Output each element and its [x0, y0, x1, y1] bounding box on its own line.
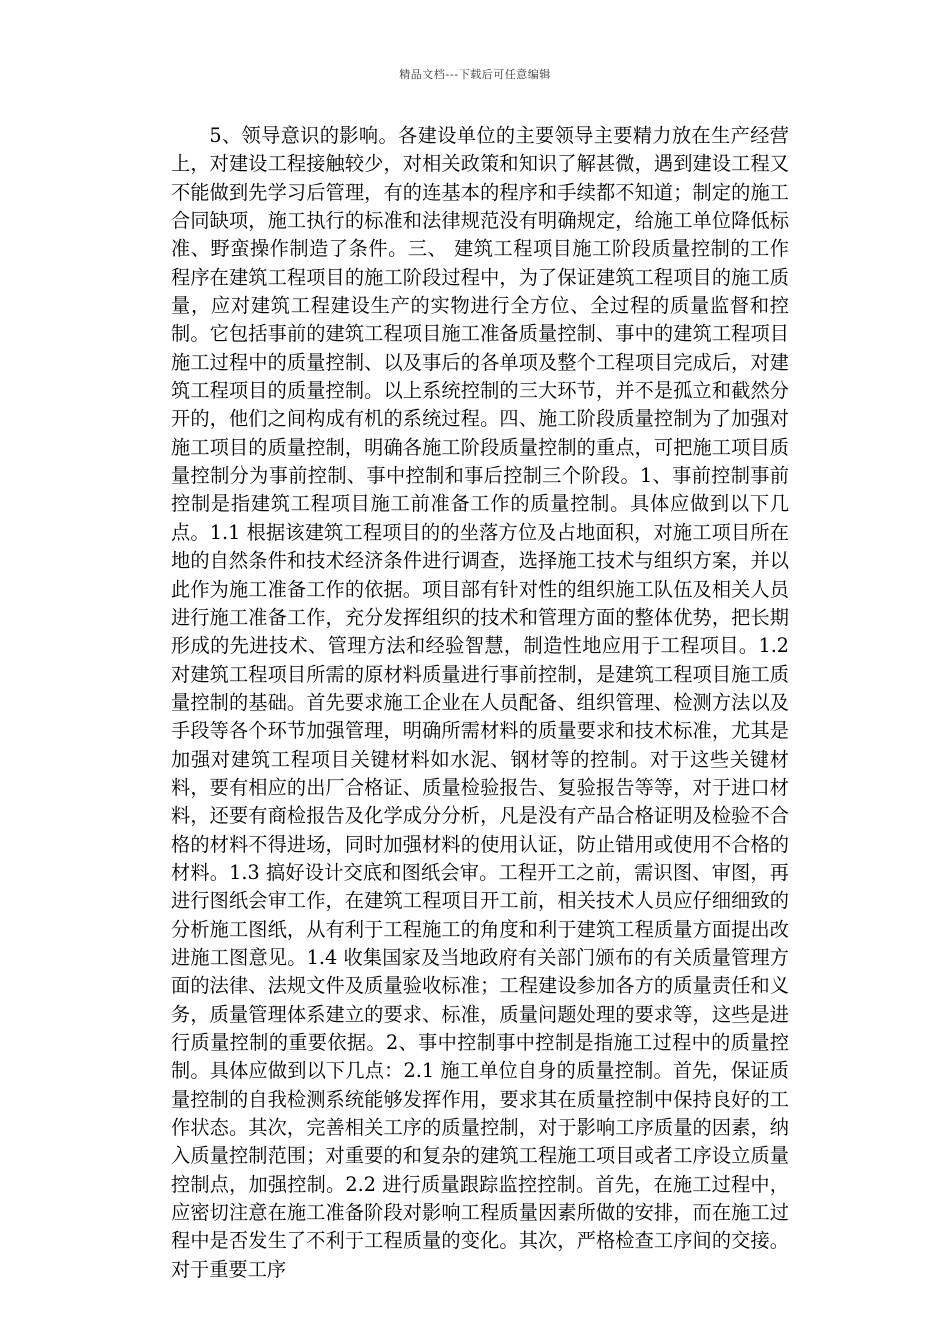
document-body	[171, 122, 789, 1284]
body-paragraph: 5、领导意识的影响。各建设单位的主要领导主要精力放在生产经营上，对建设工程接触较少，对相关政策和知识了解甚微，遇到建设工程又不能做到先学习后管理，有的连基本的程序和手续都不知道；制定的施工合同缺项，施工执行的标准和法律规范没有明确规定，给施工单位降低标准、野蛮操作制造了条件。三、 建筑工程项目施工阶段质量控制的工作程序在建筑工程项目的施工阶段过程中，为了保证建筑工程项目的施工质量，应对建筑工程建设生产的实物进行全方位、全过程的质量监督和控制。它包括事前的建筑工程项目施工准备质量控制、事中的建筑工程项目施工过程中的质量控制、以及事后的各单项及整个工程项目完成后，对建筑工程项目的质量控制。以上系统控制的三大环节，并不是孤立和截然分开的，他们之间构成有机的系统过程。四、施工阶段质量控制为了加强对施工项目的质量控制，明确各施工阶段质量控制的重点，可把施工项目质量控制分为事前控制、事中控制和事后控制三个阶段。1、事前控制事前控制是指建筑工程项目施工前准备工作的质量控制。具体应做到以下几点。1.1 根据该建筑工程项目的的坐落方位及占地面积，对施工项目所在地的自然条件和技术经济条件进行调查，选择施工技术与组织方案，并以此作为施工准备工作的依据。项目部有针对性的组织施工队伍及相关人员进行施工准备工作，充分发挥组织的技术和管理方面的整体优势，把长期形成的先进技术、管理方法和经验智慧，制造性地应用于工程项目。1.2 对建筑工程项目所需的原材料质量进行事前控制，是建筑工程项目施工质量控制的基础。首先要求施工企业在人员配备、组织管理、检测方法以及手段等各个环节加强管理，明确所需材料的质量要求和技术标准，尤其是加强对建筑工程项目关键材料如水泥、钢材等的控制。对于这些关键材料，要有相应的出厂合格证、质量检验报告、复验报告等等，对于进口材料，还要有商检报告及化学成分分析，凡是没有产品合格证明及检验不合格的材料不得进场，同时加强材料的使用认证，防止错用或使用不合格的材料。1.3 搞好设计交底和图纸会审。工程开工之前，需识图、审图，再进行图纸会审工作，在建筑工程项目开工前，相关技术人员应仔细细致的分析施工图纸，从有利于工程施工的角度和利于建筑工程质量方面提出改进施工图意见。1.4 收集国家及当地政府有关部门颁布的有关质量管理方面的法律、法规文件及质量验收标准；工程建设参加各方的质量责任和义务，质量管理体系建立的要求、标准，质量问题处理的要求等，这些是进行质量控制的重要依据。2、事中控制事中控制是指施工过程中的质量控制。具体应做到以下几点：2.1 施工单位自身的质量控制。首先，保证质量控制的自我检测系统能够发挥作用，要求其在质量控制中保持良好的工作状态。其次，完善相关工序的质量控制，对于影响工序质量的因素，纳入质量控制范围；对重要的和复杂的建筑工程施工项目或者工序设立质量控制点，加强控制。2.2 进行质量跟踪监控控制。首先，在施工过程中，应密切注意在施工准备阶段对影响工程质量因素所做的安排，而在施工过程中是否发生了不利于工程质量的变化。其次，严格检查工序间的交接。对于重要工序	[171, 124, 789, 1281]
page-header: 精品文档---下载后可任意编辑	[399, 68, 551, 81]
